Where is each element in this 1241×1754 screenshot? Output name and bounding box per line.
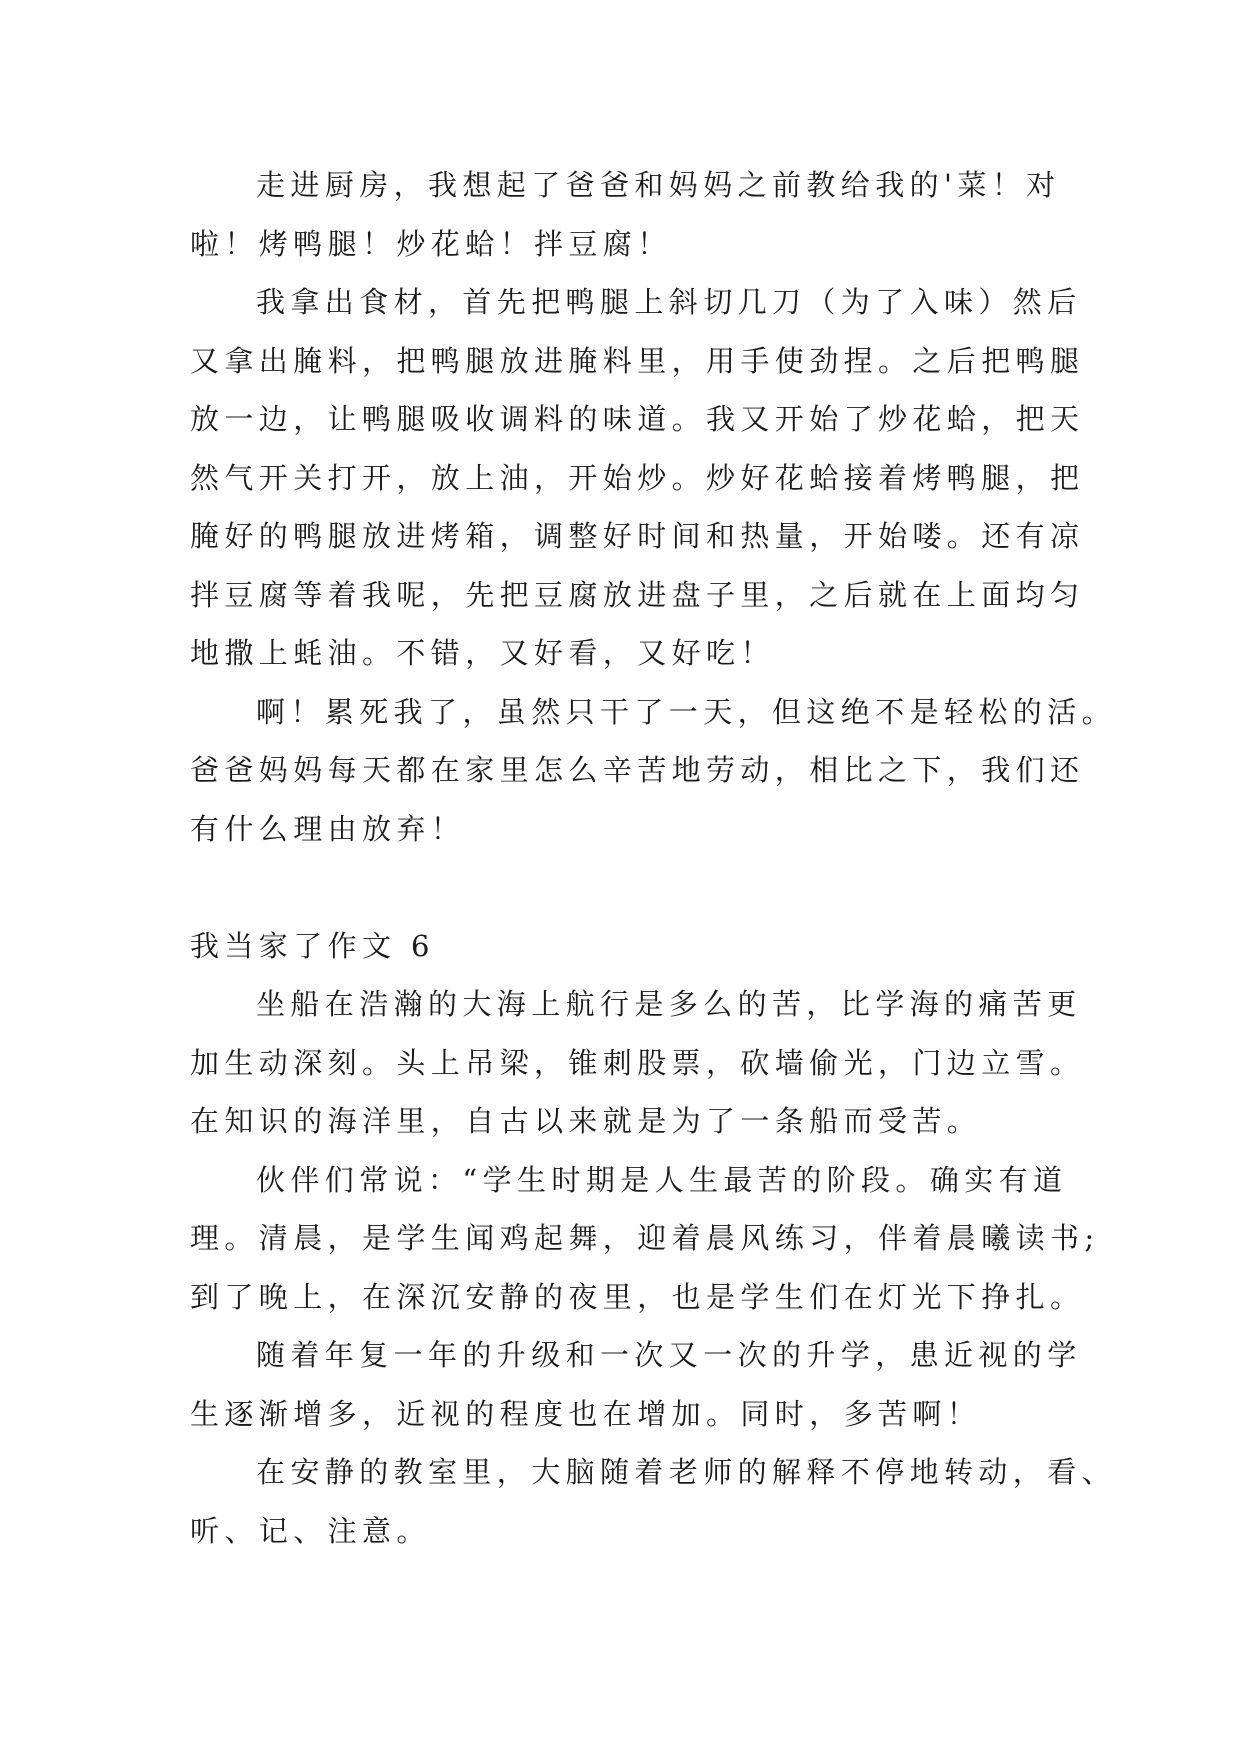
paragraph-line: 又拿出腌料，把鸭腿放进腌料里，用手使劲捏。之后把鸭腿 (190, 344, 1085, 378)
paragraph-line: 啊！累死我了，虽然只干了一天，但这绝不是轻松的活。 (256, 695, 1117, 729)
paragraph-line: 理。清晨，是学生闻鸡起舞，迎着晨风练习，伴着晨曦读书; (190, 1221, 1100, 1255)
paragraph-line: 到了晚上，在深沉安静的夜里，也是学生们在灯光下挣扎。 (190, 1280, 1085, 1314)
paragraph-line: 有什么理由放弃！ (190, 812, 466, 846)
paragraph-line: 腌好的鸭腿放进烤箱，调整好时间和热量，开始喽。还有凉 (190, 519, 1085, 553)
paragraph-line: 地撒上蚝油。不错，又好看，又好吃！ (190, 636, 775, 670)
paragraph-line: 啦！烤鸭腿！炒花蛤！拌豆腐！ (190, 227, 672, 261)
paragraph-line: 伙伴们常说：“学生时期是人生最苦的阶段。确实有道 (256, 1163, 1068, 1197)
paragraph-line: 听、记、注意。 (190, 1514, 431, 1548)
paragraph-line: 爸爸妈妈每天都在家里怎么辛苦地劳动，相比之下，我们还 (190, 753, 1085, 787)
paragraph-line: 在知识的海洋里，自古以来就是为了一条船而受苦。 (190, 1104, 982, 1138)
paragraph-line: 生逐渐增多，近视的程度也在增加。同时，多苦啊！ (190, 1397, 982, 1431)
paragraph-line: 拌豆腐等着我呢，先把豆腐放进盘子里，之后就在上面均匀 (190, 578, 1085, 612)
paragraph-line: 走进厨房，我想起了爸爸和妈妈之前教给我的'菜！对 (256, 168, 1061, 202)
paragraph-line: 坐船在浩瀚的大海上航行是多么的苦，比学海的痛苦更 (256, 987, 1082, 1021)
paragraph-line: 然气开关打开，放上油，开始炒。炒好花蛤接着烤鸭腿，把 (190, 461, 1085, 495)
paragraph-line: 随着年复一年的升级和一次又一次的升学，患近视的学 (256, 1338, 1082, 1372)
paragraph-line: 我拿出食材，首先把鸭腿上斜切几刀（为了入味）然后 (256, 285, 1082, 319)
paragraph-line: 放一边，让鸭腿吸收调料的味道。我又开始了炒花蛤，把天 (190, 402, 1085, 436)
paragraph-line: 在安静的教室里，大脑随着老师的解释不停地转动，看、 (256, 1455, 1117, 1489)
paragraph-line: 加生动深刻。头上吊梁，锥刺股票，砍墙偷光，门边立雪。 (190, 1046, 1085, 1080)
section-title: 我当家了作文 6 (190, 929, 435, 963)
